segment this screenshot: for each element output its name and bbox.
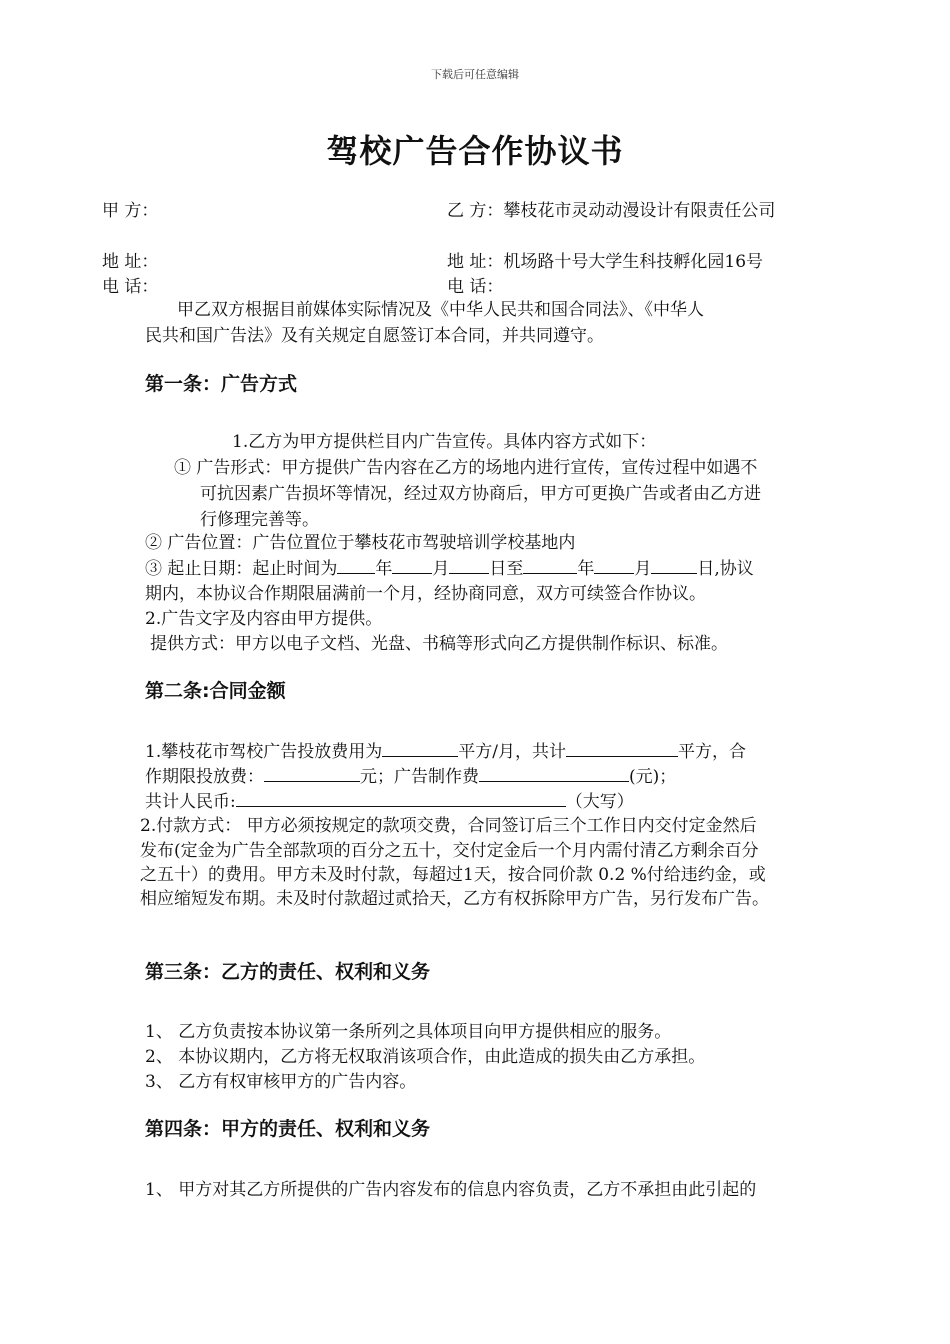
period-mid: 元；广告制作费: [360, 767, 479, 787]
party-a-address-label: 地 址：: [102, 252, 159, 272]
total-area-blank: [566, 738, 678, 757]
total-line: [145, 788, 634, 815]
fee-line: [145, 738, 746, 765]
section-1-heading: 第一条：广告方式: [145, 373, 298, 395]
party-b-name: 攀枝花市灵动动漫设计有限责任公司: [503, 201, 776, 221]
ad-position: ② 广告位置：广告位置位于攀枝花市驾驶培训学校基地内: [145, 533, 576, 553]
start-year-blank: [337, 555, 375, 574]
section-2-heading: 第二条:合同金额: [145, 680, 286, 702]
period-prefix: 作期限投放费：: [145, 767, 264, 787]
section-1-item-2-method: 提供方式：甲方以电子文档、光盘、书稿等形式向乙方提供制作标识、标准。: [150, 634, 728, 654]
end-year-label: 年: [577, 559, 595, 579]
party-b-line: [447, 198, 775, 224]
intro-line-1: 甲乙双方根据目前媒体实际情况及《中华人民共和国合同法》、《中华人: [177, 300, 704, 320]
end-month-blank: [594, 555, 634, 574]
date-prefix: ③ 起止日期：起止时间为: [145, 559, 338, 579]
ad-form-line-2: 可抗因素广告损坏等情况，经过双方协商后，甲方可更换广告或者由乙方进: [200, 484, 761, 504]
date-to-label: 日至: [489, 559, 524, 579]
fee-mid: 平方/月，共计: [458, 742, 566, 762]
header-note: 下载后可任意编辑: [431, 68, 519, 81]
section-3-item-3: 3、 乙方有权审核甲方的广告内容。: [145, 1072, 417, 1092]
party-b-phone-label: 电 话：: [447, 277, 504, 297]
section-1-item-2: 2.广告文字及内容由甲方提供。: [145, 609, 383, 629]
section-3-item-1: 1、 乙方负责按本协议第一条所列之具体项目向甲方提供相应的服务。: [145, 1022, 672, 1042]
party-b-label: 乙 方：: [447, 201, 504, 221]
intro-line-2: 民共和国广告法》及有关规定自愿签订本合同，并共同遵守。: [145, 326, 604, 346]
total-prefix: 共计人民币:: [145, 792, 236, 812]
end-month-label: 月: [634, 559, 652, 579]
payment-line-3: 之五十）的费用。甲方未及时付款，每超过1天，按合同价款 0.2 %付给违约金，或: [140, 865, 766, 885]
period-suffix: (元)；: [629, 767, 677, 787]
total-suffix: （大写）: [565, 792, 634, 812]
document-title: 驾校广告合作协议书: [326, 132, 624, 170]
payment-line-2: 发布(定金为广告全部款项的百分之五十，交付定金后一个月内需付清乙方剩余百分: [140, 841, 759, 861]
ad-form-line-1: ① 广告形式：甲方提供广告内容在乙方的场地内进行宣传，宣传过程中如遇不: [174, 458, 758, 478]
end-year-blank: [523, 555, 577, 574]
period-fee-blank: [264, 763, 360, 782]
start-year-label: 年: [375, 559, 393, 579]
section-4-item-1: 1、 甲方对其乙方所提供的广告内容发布的信息内容负责，乙方不承担由此引起的: [145, 1180, 757, 1200]
section-1-item-1: 1.乙方为甲方提供栏目内广告宣传。具体内容方式如下：: [232, 432, 657, 452]
production-fee-blank: [479, 763, 629, 782]
section-3-heading: 第三条：乙方的责任、权利和义务: [145, 961, 431, 983]
fee-prefix: 1.攀枝花市驾校广告投放费用为: [145, 742, 383, 762]
party-b-address-label: 地 址：: [447, 252, 504, 272]
party-a-phone-label: 电 话：: [102, 277, 159, 297]
start-month-label: 月: [432, 559, 450, 579]
start-day-blank: [449, 555, 489, 574]
fee-suffix: 平方，合: [677, 742, 746, 762]
party-b-address: 机场路十号大学生科技孵化园16号: [503, 252, 764, 272]
payment-line-1: 2.付款方式： 甲方必须按规定的款项交费，合同签订后三个工作日内交付定金然后: [140, 816, 757, 836]
ad-date-line-1: [145, 555, 754, 582]
total-amount-blank: [236, 788, 566, 807]
start-month-blank: [392, 555, 432, 574]
date-suffix: 日,协议: [697, 559, 754, 579]
payment-line-4: 相应缩短发布期。未及时付款超过贰拾天，乙方有权拆除甲方广告，另行发布广告。: [140, 889, 769, 909]
period-fee-line: [145, 763, 676, 790]
ad-form-line-3: 行修理完善等。: [200, 510, 319, 530]
fee-per-sqm-blank: [382, 738, 458, 757]
end-day-blank: [651, 555, 697, 574]
section-3-item-2: 2、 本协议期内，乙方将无权取消该项合作，由此造成的损失由乙方承担。: [145, 1047, 706, 1067]
ad-date-line-2: 期内，本协议合作期限届满前一个月，经协商同意，双方可续签合作协议。: [145, 584, 706, 604]
party-a-label: 甲 方：: [102, 201, 159, 221]
party-b-address-line: [447, 249, 763, 275]
section-4-heading: 第四条：甲方的责任、权利和义务: [145, 1118, 431, 1140]
